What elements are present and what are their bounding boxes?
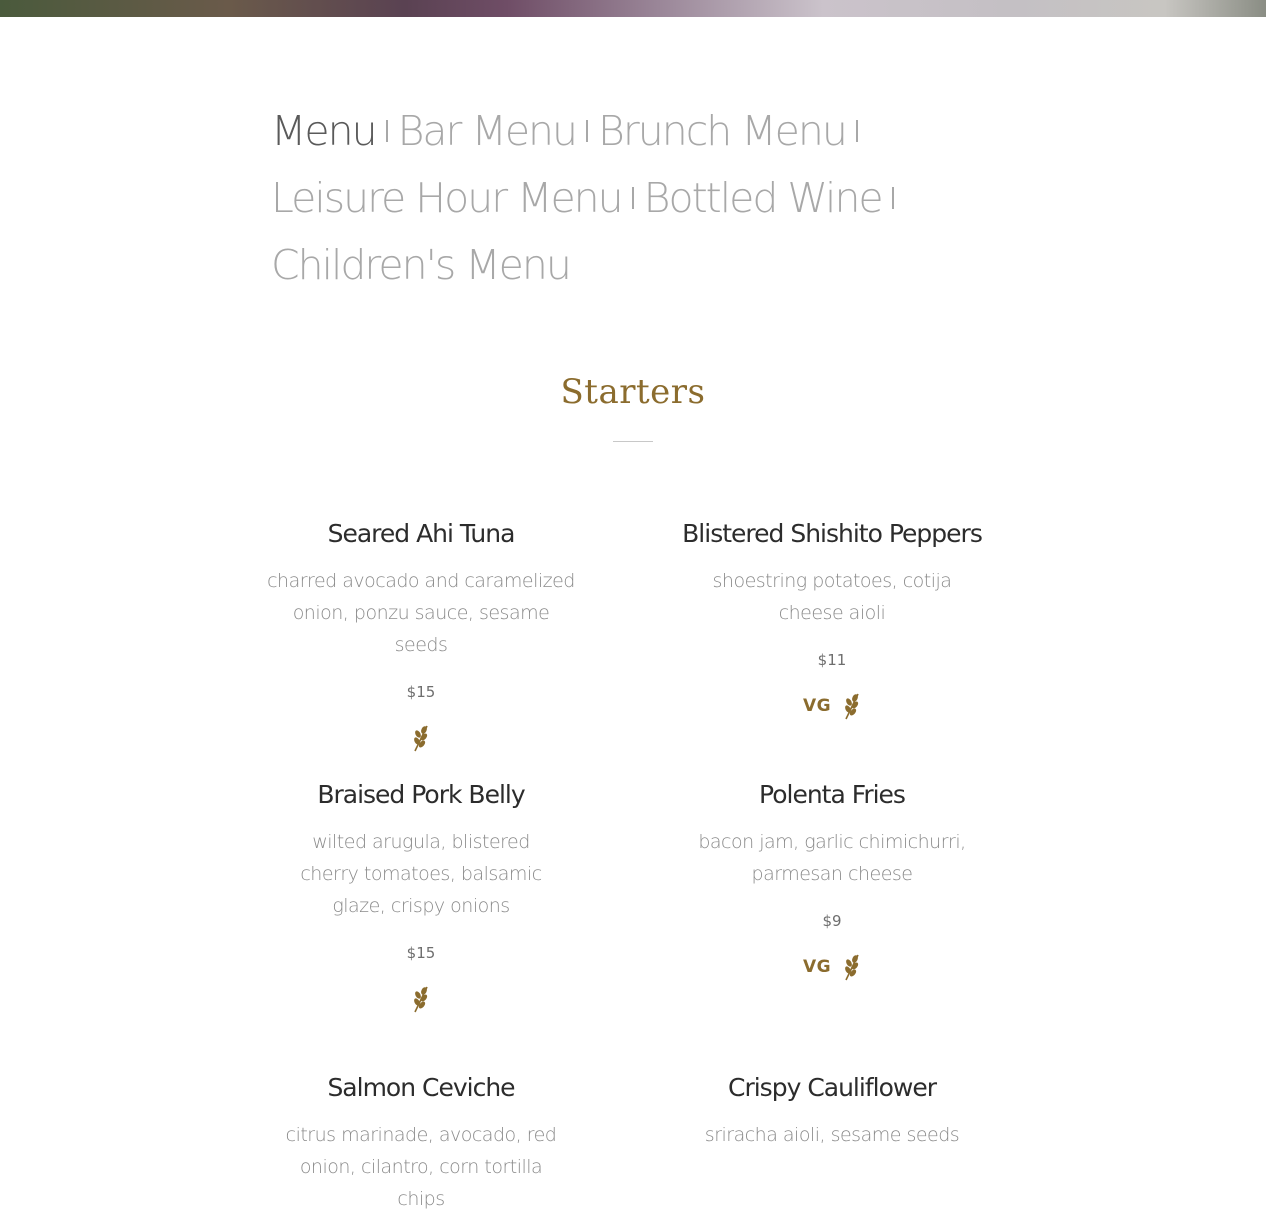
nav-link-bottled-wine[interactable]: Bottled Wine (643, 174, 882, 222)
menu-item (672, 1072, 992, 1151)
vegetarian-badge: VG (802, 696, 832, 716)
nav-separator (386, 120, 388, 142)
nav-link-bar-menu[interactable]: Bar Menu (397, 107, 577, 155)
item-name: Salmon Ceviche (327, 1073, 515, 1102)
item-price: $11 (817, 651, 847, 669)
item-name: Blistered Shishito Peppers (682, 519, 982, 548)
wheat-icon (843, 952, 861, 982)
menu-item (261, 518, 581, 753)
menu-item (672, 779, 992, 982)
item-badges (261, 984, 581, 1014)
nav-separator (892, 187, 894, 209)
nav-link-childrens-menu[interactable]: Children's Menu (271, 241, 570, 289)
nav-row (271, 232, 911, 299)
item-description: sriracha aioli, sesame seeds (704, 1124, 960, 1146)
nav-link-menu[interactable]: Menu (271, 107, 376, 155)
item-name: Seared Ahi Tuna (327, 519, 515, 548)
nav-separator (586, 120, 588, 142)
nav-link-leisure-hour-menu[interactable]: Leisure Hour Menu (271, 174, 622, 222)
menu-navigation (271, 98, 911, 299)
menu-item (261, 779, 581, 1014)
item-name: Crispy Cauliflower (728, 1073, 936, 1102)
nav-link-brunch-menu[interactable]: Brunch Menu (598, 107, 846, 155)
vegetarian-badge: VG (802, 957, 832, 977)
nav-row (271, 165, 911, 232)
item-description: wilted arugula, blistered cherry tomatoes, balsamic glaze, crispy onions (300, 831, 542, 917)
item-name: Polenta Fries (759, 780, 905, 809)
nav-separator (856, 120, 858, 142)
item-description: charred avocado and caramelized onion, ponzu sauce, sesame seeds (267, 570, 575, 656)
item-price: $9 (822, 912, 842, 930)
item-description: bacon jam, garlic chimichurri, parmesan cheese (698, 831, 966, 885)
section-divider (613, 441, 653, 442)
section-title: Starters (560, 372, 706, 412)
item-price: $15 (406, 944, 436, 962)
item-description: shoestring potatoes, cotija cheese aioli (712, 570, 952, 624)
wheat-icon (412, 984, 430, 1014)
item-name: Braised Pork Belly (317, 780, 525, 809)
item-badges (672, 691, 992, 721)
item-badges (672, 952, 992, 982)
wheat-icon (843, 691, 861, 721)
header-image-strip (0, 0, 1266, 17)
nav-separator (632, 187, 634, 209)
item-price: $15 (406, 683, 436, 701)
item-badges (261, 723, 581, 753)
item-description: citrus marinade, avocado, red onion, cilantro, corn tortilla chips (285, 1124, 557, 1210)
menu-item (261, 1072, 581, 1215)
nav-row (271, 98, 911, 165)
menu-item (672, 518, 992, 721)
wheat-icon (412, 723, 430, 753)
